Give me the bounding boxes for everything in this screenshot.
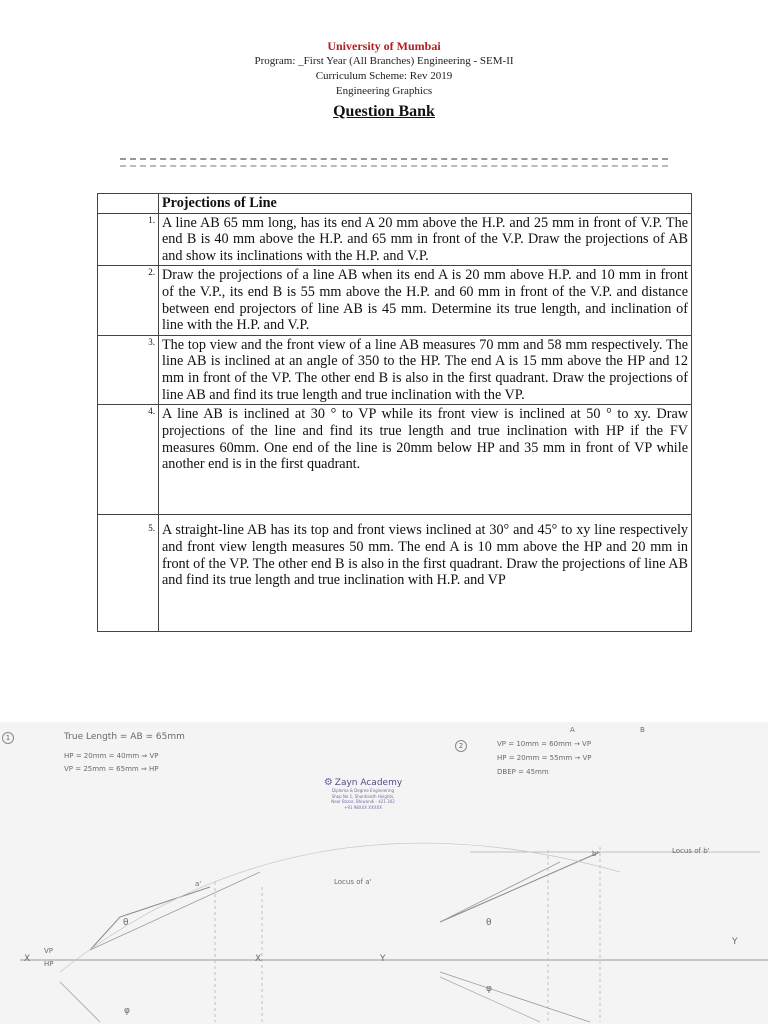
locus-b-label: Locus of b'	[672, 847, 710, 855]
logo-name: Zayn Academy	[334, 778, 403, 788]
logo-address-1: Shop No 1, Shantinath Heights,	[331, 793, 395, 799]
question-number: 5.	[98, 515, 159, 632]
circled-number-2: 2	[455, 740, 467, 752]
theta-label-2: θ	[486, 918, 492, 928]
question-text: Draw the projections of a line AB when its end A is 20 mm above H.P. and 10 mm in front of the V.P., its end B is 55 mm above the H.P. and 60 mm in front of the V.P. and distance between end projectors of line AB is 45 mm. Determine its true length, and inclination of line with the H.P. and V.P.	[159, 266, 692, 335]
table-row	[98, 335, 692, 404]
y-label-right: Y	[732, 937, 738, 947]
hp-note-2: HP = 20mm = 55mm → VP	[497, 754, 592, 762]
university-name: University of Mumbai	[327, 39, 441, 53]
question-text: The top view and the front view of a line AB measures 70 mm and 58 mm respectively. The line AB is inclined at an angle of 350 to the HP. The end A is 15 mm above the HP and 12 mm in front of the VP. The other end B is also in the first quadrant. Draw the projections of line AB and find its true length and true inclination with the VP.	[159, 335, 692, 404]
document-header	[0, 38, 768, 122]
front-view-line-1	[90, 887, 210, 950]
table-row	[98, 405, 692, 515]
arc-line	[60, 843, 620, 972]
hp-note-1: HP = 20mm = 40mm ⇒ VP	[64, 752, 159, 760]
circled-number-1: 1	[2, 732, 14, 744]
handwritten-sketch-sheet	[0, 722, 768, 1024]
front-view-line-2	[440, 852, 600, 922]
x-label-left: X	[24, 954, 31, 964]
table-row	[98, 266, 692, 335]
theta-label-1: θ	[123, 918, 129, 928]
true-length-note: True Length = AB = 65mm	[64, 732, 185, 742]
top-view-line-1	[60, 982, 100, 1022]
question-number: 4.	[98, 405, 159, 515]
table-row	[98, 194, 692, 214]
academy-emblem-icon: ⚙	[323, 777, 333, 788]
vp-note-2: VP = 10mm = 60mm → VP	[497, 740, 592, 748]
logo-address-2: Near Bazar, Bhiwandi - 421 302	[331, 799, 395, 805]
true-length-line-2	[440, 862, 560, 922]
scheme-line: Curriculum Scheme: Rev 2019	[315, 70, 453, 83]
top-view-line-2	[440, 972, 590, 1022]
question-text: A line AB 65 mm long, has its end A 20 mm above the H.P. and 25 mm in front of V.P. The end B is 40 mm above the H.P. and 65 mm in front of the V.P. Draw the projections of AB and show its inclinations with the H.P. and V.P.	[159, 213, 692, 266]
true-length-line-1	[90, 872, 260, 950]
question-number: 2.	[98, 266, 159, 335]
question-number: 3.	[98, 335, 159, 404]
section-title: Projections of Line	[159, 194, 692, 214]
y-label-mid: Y	[380, 954, 386, 964]
program-line: Program: _First Year (All Branches) Engineering - SEM-II	[254, 55, 514, 68]
column-a-label: A	[570, 726, 575, 734]
row-number-empty	[98, 194, 159, 214]
hp-label: HP	[44, 960, 54, 968]
logo-phone: +91 98XXX XXXXX	[344, 804, 382, 810]
a-prime-label: a'	[195, 880, 202, 888]
x-label-mid: X	[255, 954, 262, 964]
locus-a-label: Locus of a'	[334, 878, 372, 886]
zayn-academy-logo	[318, 777, 408, 810]
table-row	[98, 515, 692, 632]
vp-note-1: VP = 25mm = 65mm ⇒ HP	[64, 765, 159, 773]
question-number: 1.	[98, 213, 159, 266]
question-text: A straight-line AB has its top and front views inclined at 30° and 45° to xy line respectively and front view length measures 50 mm. The end A is 10 mm above the HP and 20 mm in front of the VP. The other end B is also in the first quadrant. Draw the projections of line AB and find its true length and true inclination with H.P. and VP	[159, 515, 692, 632]
logo-tagline: Diploma & Degree Engineering	[331, 788, 395, 793]
b-prime-label: b'	[592, 850, 599, 858]
column-b-label: B	[640, 726, 645, 734]
phi-label-2: φ	[486, 984, 492, 994]
table-row	[98, 213, 692, 266]
subject-line: Engineering Graphics	[335, 84, 433, 97]
separator-line	[120, 158, 668, 167]
question-table	[97, 193, 692, 632]
vp-label: VP	[44, 947, 54, 955]
dbep-note: DBEP = 45mm	[497, 768, 549, 776]
page-title: Question Bank	[333, 102, 435, 120]
question-text: A line AB is inclined at 30 ° to VP while its front view is inclined at 50 ° to xy. Draw projections of the line and find its true length and true inclination with HP if the FV measures 60mm. One end of the line is 20mm below HP and 35 mm in front of VP while another end is in the first quadrant.	[159, 405, 692, 515]
phi-label-1: φ	[124, 1006, 130, 1016]
